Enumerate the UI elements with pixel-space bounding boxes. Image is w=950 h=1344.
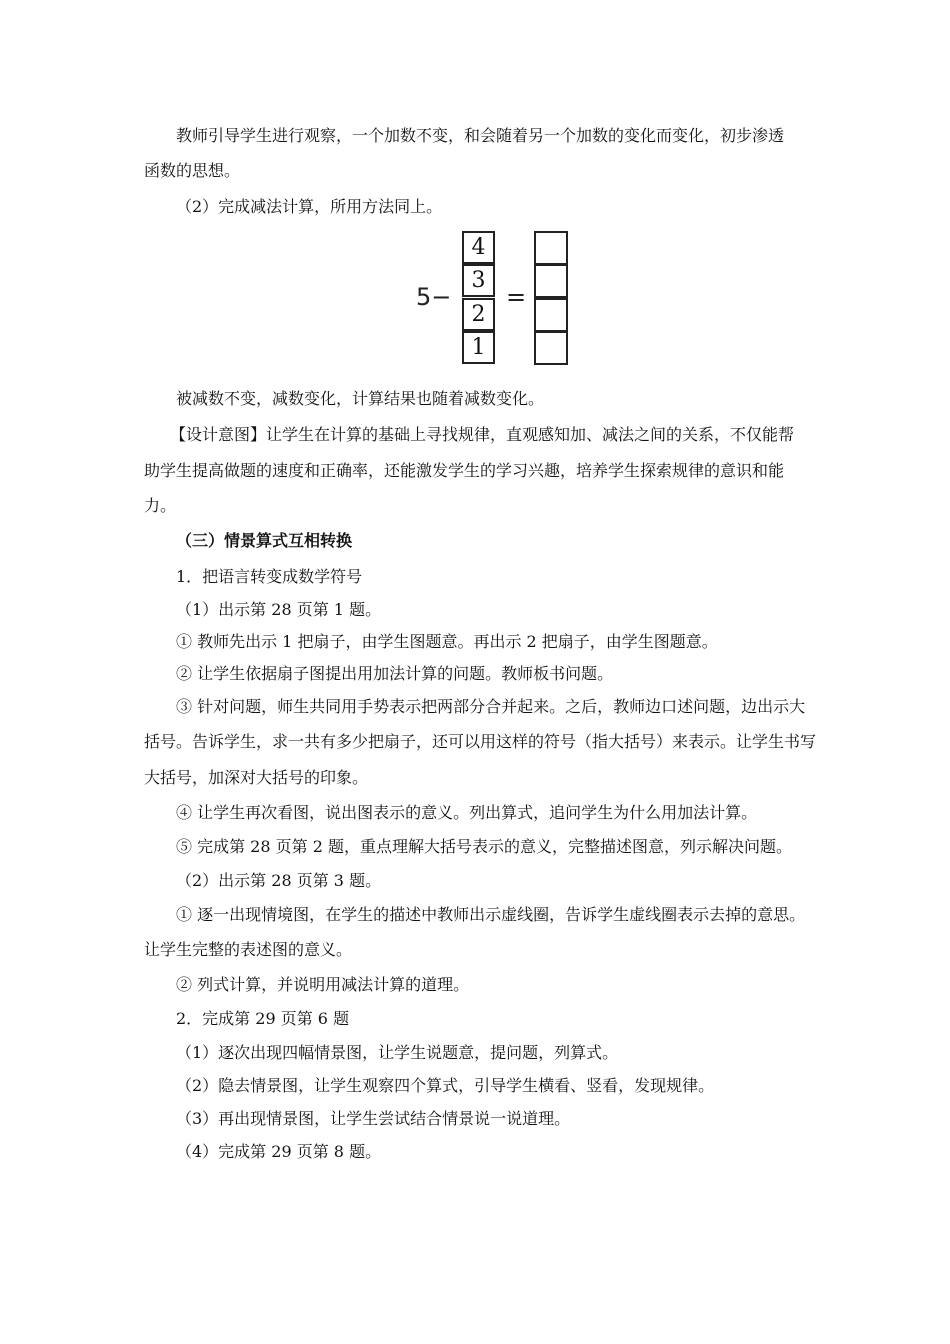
step-3-line-2: 括号。告诉学生，求一共有多少把扇子，还可以用这样的符号（指大括号）来表示。让学生书写 — [144, 732, 817, 751]
step-d1-line-1: ① 逐一出现情境图，在学生的描述中教师出示虚线圈，告诉学生虚线圈表示去掉的意思。 — [176, 905, 806, 924]
item-2-2: （2）隐去情景图，让学生观察四个算式，引导学生横看、竖看，发现规律。 — [176, 1076, 715, 1095]
figure-minuend: 5− — [416, 283, 452, 311]
subsection-1-title: 1．把语言转变成数学符号 — [176, 567, 363, 586]
paragraph-design-intent-2: 助学生提高做题的速度和正确率，还能激发学生的学习兴趣，培养学生探索规律的意识和能 — [144, 461, 785, 480]
answer-cell — [534, 298, 568, 332]
subtrahend-cell: 3 — [462, 264, 495, 297]
item-1-2: （2）出示第 28 页第 3 题。 — [176, 871, 382, 890]
subtrahend-cell: 4 — [462, 231, 495, 264]
paragraph-observation-1: 教师引导学生进行观察，一个加数不变，和会随着另一个加数的变化而变化，初步渗透 — [176, 126, 785, 145]
step-d2: ② 列式计算，并说明用减法计算的道理。 — [176, 975, 470, 994]
paragraph-conclusion: 被减数不变，减数变化，计算结果也随着减数变化。 — [176, 389, 545, 408]
answer-cell — [534, 231, 568, 265]
paragraph-design-intent-3: 力。 — [144, 496, 177, 515]
figure-equals: = — [506, 283, 527, 311]
paragraph-subtraction-step: （2）完成减法计算，所用方法同上。 — [176, 197, 443, 216]
item-2-4: （4）完成第 29 页第 8 题。 — [176, 1142, 382, 1161]
subtrahend-cell: 2 — [462, 298, 495, 331]
item-1-1: （1）出示第 28 页第 1 题。 — [176, 600, 382, 619]
paragraph-design-intent-1: 【设计意图】让学生在计算的基础上寻找规律，直观感知加、减法之间的关系，不仅能帮 — [170, 425, 795, 444]
item-2-3: （3）再出现情景图，让学生尝试结合情景说一说道理。 — [176, 1109, 571, 1128]
step-2: ② 让学生依据扇子图提出用加法计算的问题。教师板书问题。 — [176, 664, 614, 683]
item-2-1: （1）逐次出现四幅情景图，让学生说题意，提问题，列算式。 — [176, 1043, 619, 1062]
step-3-line-1: ③ 针对问题，师生共同用手势表示把两部分合并起来。之后，教师边口述问题，边出示大 — [176, 697, 806, 716]
subtrahend-cell: 1 — [462, 331, 495, 364]
step-4: ④ 让学生再次看图，说出图表示的意义。列出算式，追问学生为什么用加法计算。 — [176, 803, 758, 822]
paragraph-observation-2: 函数的思想。 — [144, 161, 241, 180]
step-5: ⑤ 完成第 28 页第 2 题，重点理解大括号表示的意义，完整描述图意，列示解决问题。 — [176, 837, 792, 856]
step-d1-line-2: 让学生完整的表述图的意义。 — [144, 940, 353, 959]
step-3-line-3: 大括号，加深对大括号的印象。 — [144, 768, 369, 787]
section-heading: （三）情景算式互相转换 — [176, 531, 353, 550]
answer-cell — [534, 331, 568, 365]
answer-cell — [534, 264, 568, 298]
step-1: ① 教师先出示 1 把扇子，由学生图题意。再出示 2 把扇子，由学生图题意。 — [176, 632, 718, 651]
subsection-2-title: 2．完成第 29 页第 6 题 — [176, 1009, 350, 1028]
